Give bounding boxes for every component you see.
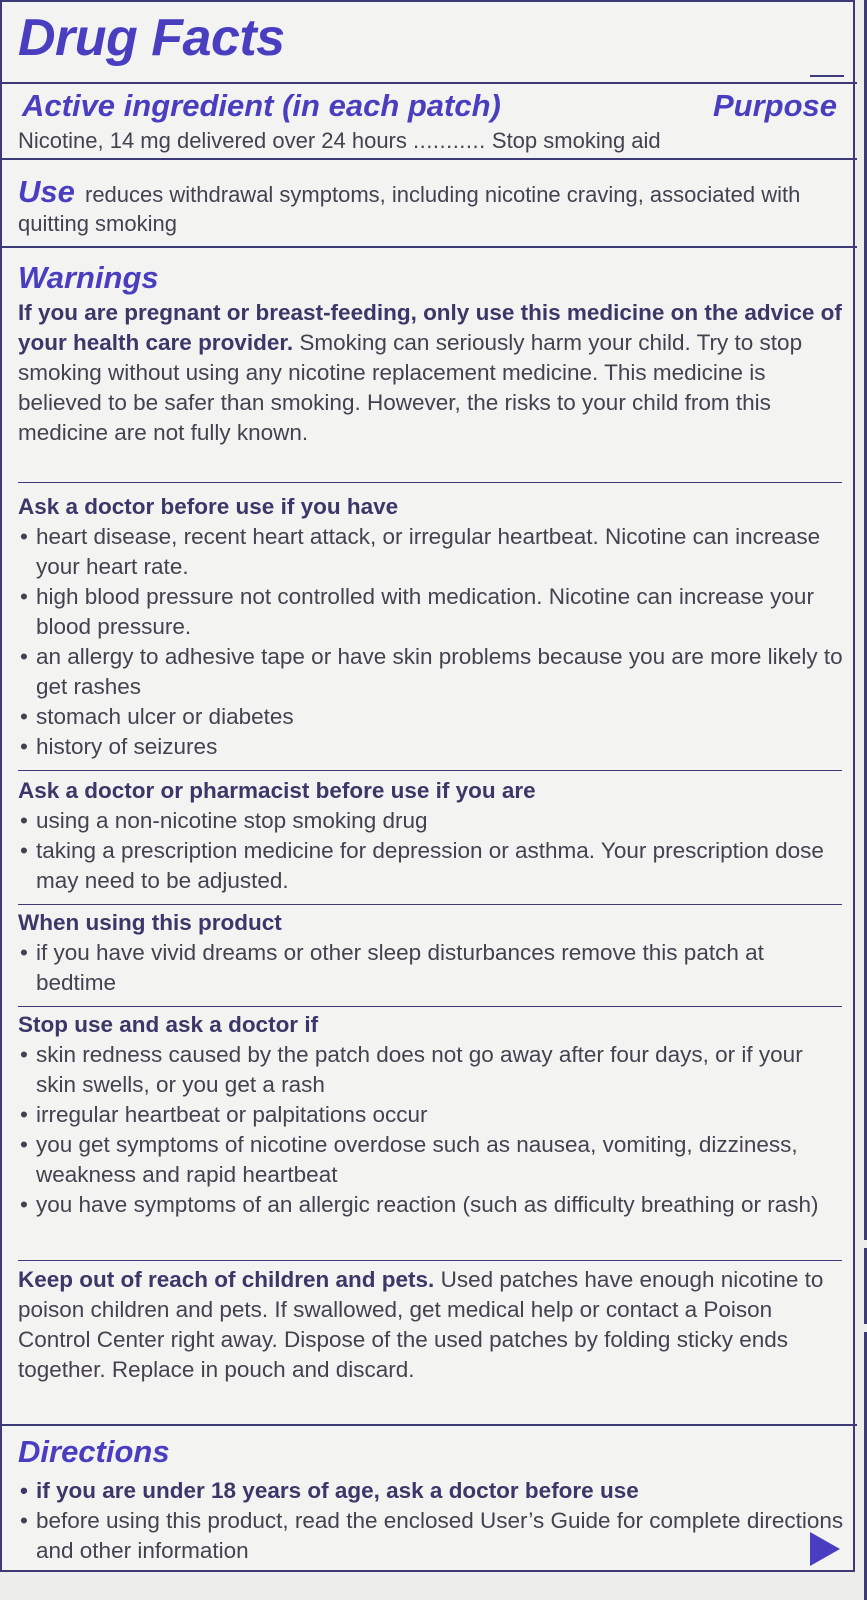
ingredient-text: Nicotine, 14 mg delivered over 24 hours [18, 128, 407, 153]
list-item: • you have symptoms of an allergic reaction (such as difficulty breathing or rash) [18, 1190, 848, 1220]
list-item: • before using this product, read the enclosed User’s Guide for complete directions and other information [18, 1506, 848, 1566]
ask-doctor-heading: Ask a doctor before use if you have [18, 494, 399, 519]
play-arrow-icon [810, 1532, 840, 1566]
section-divider [2, 246, 857, 248]
subsection-divider [18, 1006, 842, 1007]
pregnancy-warning-text: Smoking can seriously harm your child. Try to stop smoking without using any nicotine replacement medicine. This medicine is believed to be safer than smoking. However, the risks to your child from this medicine are not fully known. [18, 330, 803, 445]
list-item: • high blood pressure not controlled with medication. Nicotine can increase your blood pressure. [18, 582, 848, 642]
stop-use-heading: Stop use and ask a doctor if [18, 1012, 319, 1037]
stop-use-section [18, 1010, 848, 1220]
subsection-divider [18, 482, 842, 483]
title-bar [2, 2, 857, 84]
directions-section [18, 1476, 848, 1566]
keep-out-bold: Keep out of reach of children and pets. [18, 1267, 435, 1292]
pregnancy-warning-bold: If you are pregnant or breast-feeding, only use this medicine on the advice of your health care provider. [18, 300, 842, 355]
ask-pharmacist-section [18, 776, 848, 896]
subsection-divider [18, 770, 842, 771]
list-item: • heart disease, recent heart attack, or irregular heartbeat. Nicotine can increase your heart rate. [18, 522, 848, 582]
list-item: • if you have vivid dreams or other sleep disturbances remove this patch at bedtime [18, 938, 848, 998]
purpose-heading: Purpose [712, 88, 837, 123]
active-ingredient-line [18, 128, 661, 154]
ask-pharmacist-heading: Ask a doctor or pharmacist before use if you are [18, 778, 536, 803]
keep-out-text: Used patches have enough nicotine to poison children and pets. If swallowed, get medical help or contact a Poison Control Center right away. Dispose of the used patches by folding sticky ends together. Replace in pouch and discard. [18, 1267, 824, 1382]
use-section [18, 174, 838, 238]
list-item: • using a non-nicotine stop smoking drug [18, 806, 848, 836]
list-item: • stomach ulcer or diabetes [18, 702, 848, 732]
directions-heading: Directions [18, 1434, 170, 1469]
when-using-section [18, 908, 848, 998]
purpose-text: Stop smoking aid [491, 128, 661, 153]
section-divider [2, 158, 857, 160]
use-text: reduces withdrawal symptoms, including nicotine craving, associated with quitting smoking [18, 182, 801, 236]
pregnancy-warning [18, 298, 848, 448]
title-divider [810, 75, 844, 77]
warnings-heading: Warnings [18, 260, 159, 295]
subsection-divider [18, 904, 842, 905]
use-heading: Use [18, 174, 75, 209]
when-using-heading: When using this product [18, 910, 282, 935]
active-ingredient-heading: Active ingredient (in each patch) [22, 88, 501, 123]
leader-dots: ........... [413, 128, 486, 153]
list-item: • an allergy to adhesive tape or have skin problems because you are more likely to get rashes [18, 642, 848, 702]
subsection-divider [18, 1260, 842, 1261]
list-item: • history of seizures [18, 732, 848, 762]
ask-doctor-section [18, 492, 848, 762]
list-item: • if you are under 18 years of age, ask a doctor before use [18, 1476, 848, 1506]
list-item: • irregular heartbeat or palpitations occur [18, 1100, 848, 1130]
page-title: Drug Facts [18, 9, 285, 67]
list-item: • you get symptoms of nicotine overdose such as nausea, vomiting, dizziness, weakness and rapid heartbeat [18, 1130, 848, 1190]
list-item: • skin redness caused by the patch does not go away after four days, or if your skin swells, or you get a rash [18, 1040, 848, 1100]
keep-out-section [18, 1265, 848, 1385]
list-item: • taking a prescription medicine for depression or asthma. Your prescription dose may need to be adjusted. [18, 836, 848, 896]
section-divider [2, 1424, 857, 1426]
